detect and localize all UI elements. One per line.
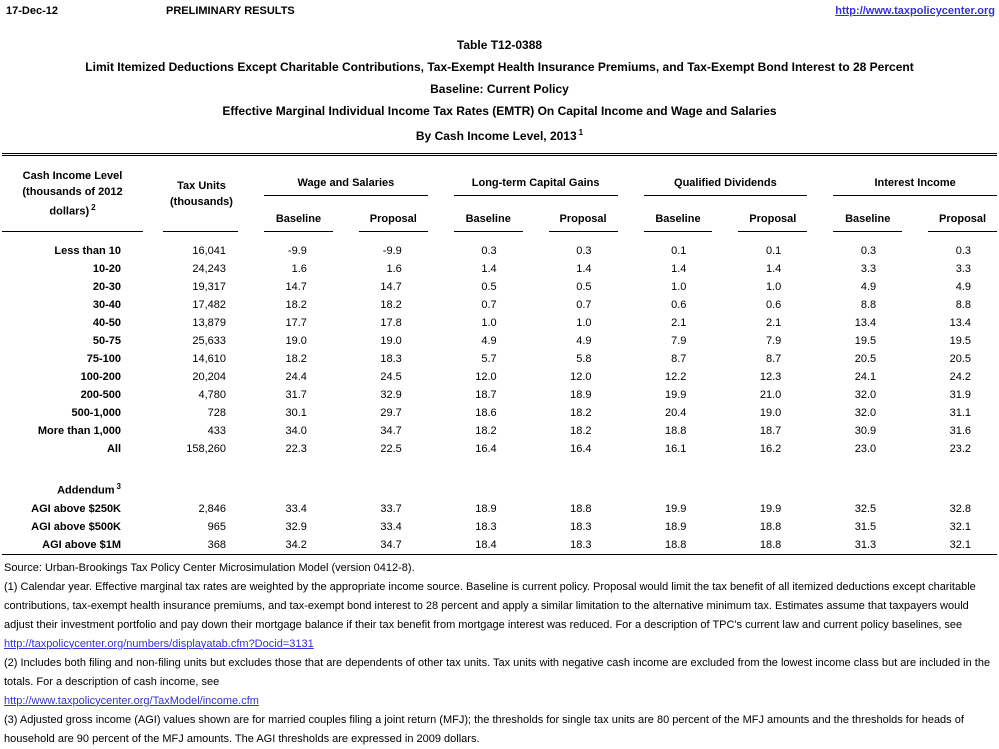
rate-cell: 18.2 (475, 425, 497, 437)
footnote-3: (3) Adjusted gross income (AGI) values shown are for married couples filing a joint return (MFJ); the thresholds for single tax units are 80 percent of the MFJ amounts and the thresholds for heads of household are 90 percent of the MFJ amounts. The AGI thresholds are expressed in 2009 dollars. (4, 713, 964, 745)
rate-cell: 18.3 (570, 520, 592, 533)
rate-cell: 4.9 (860, 281, 877, 293)
row-label: 100-200 (80, 371, 121, 383)
rate-cell: 18.2 (570, 407, 592, 419)
rate-cell: 19.0 (759, 407, 782, 419)
rate-cell: 31.1 (949, 407, 971, 419)
rate-cell: 13.4 (854, 317, 877, 329)
rate-cell: 0.1 (671, 245, 687, 257)
rate-cell: 16.4 (475, 443, 497, 455)
row-label: 50-75 (92, 335, 121, 347)
rate-cell: 21.0 (759, 389, 782, 401)
row-label: AGI above $1M (42, 538, 121, 551)
rate-cell: 23.0 (854, 443, 877, 455)
empty-cell (145, 458, 240, 500)
rate-cell: 32.5 (854, 502, 877, 515)
rate-cell: 8.7 (765, 353, 782, 365)
rate-cell: 14.7 (380, 281, 402, 293)
rate-cell: 18.7 (759, 425, 782, 437)
rate-cell: 33.4 (380, 520, 402, 533)
rate-cell: 31.9 (949, 389, 971, 401)
rate-cell: 19.5 (854, 335, 877, 347)
tax-units-cell: 17,482 (192, 299, 226, 311)
rate-cell: 18.2 (380, 299, 402, 311)
rate-cell: 30.1 (285, 407, 307, 419)
rate-cell: 0.6 (671, 299, 687, 311)
rate-cell: 7.9 (671, 335, 687, 347)
group-header-long-term-capital-gains: Long-term Capital Gains (430, 156, 620, 196)
empty-cell (620, 458, 715, 500)
by-income-level-subtitle: By Cash Income Level, 2013 $^1$ (415, 128, 584, 143)
rate-cell: 3.3 (860, 263, 877, 275)
rate-cell: 33.7 (380, 502, 402, 515)
rate-cell: 24.1 (854, 371, 877, 383)
rate-cell: 20.4 (664, 407, 687, 419)
rate-cell: 0.6 (765, 299, 782, 311)
emtr-subtitle: Effective Marginal Individual Income Tax Rates (EMTR) On Capital Income and Wage and Salaries (222, 104, 777, 118)
footnote-ref-3: 3 (116, 482, 121, 491)
rate-cell: 32.8 (949, 502, 971, 515)
rate-cell: 1.4 (671, 263, 687, 275)
header-tax-units: Tax Units (thousands) (145, 156, 240, 232)
rate-cell: 19.5 (949, 335, 971, 347)
rate-cell: 0.5 (576, 281, 592, 293)
rate-cell: 20.5 (949, 353, 971, 365)
tax-units-cell: 368 (207, 538, 226, 551)
rate-cell: 32.1 (949, 520, 971, 533)
row-label: More than 1,000 (37, 425, 121, 437)
title-block (0, 34, 999, 147)
rate-cell: 22.5 (380, 443, 402, 455)
rate-cell: 34.0 (285, 425, 307, 437)
rate-cell: -9.9 (382, 245, 402, 257)
group-header-qualified-dividends: Qualified Dividends (620, 156, 810, 196)
tax-units-cell: 728 (207, 407, 226, 419)
subheader-ii-baseline: Baseline (809, 196, 904, 232)
rate-cell: 8.8 (955, 299, 971, 311)
subheader-ws-baseline: Baseline (240, 196, 335, 232)
rate-cell: 1.0 (576, 317, 592, 329)
rate-cell: 34.7 (380, 425, 402, 437)
row-label: 75-100 (86, 353, 121, 365)
rate-cell: 4.9 (481, 335, 497, 347)
header-cash-income-level: Cash Income Level (thousands of 2012 dollars) $^2$ (0, 156, 145, 232)
rate-cell: 16.1 (664, 443, 687, 455)
rate-cell: 12.0 (475, 371, 497, 383)
empty-cell (335, 458, 430, 500)
group-header-wage-and-salaries: Wage and Salaries (240, 156, 430, 196)
subheader-ltcg-proposal: Proposal (525, 196, 620, 232)
subheader-qd-proposal: Proposal (714, 196, 809, 232)
table-row (0, 386, 999, 404)
rate-cell: 1.4 (481, 263, 497, 275)
rate-cell: 0.3 (481, 245, 497, 257)
subheader-ltcg-baseline: Baseline (430, 196, 525, 232)
emtr-table (0, 156, 999, 554)
rate-cell: 24.2 (949, 371, 971, 383)
rate-cell: 18.6 (475, 407, 497, 419)
rate-cell: 19.9 (759, 502, 782, 515)
rate-cell: 18.8 (759, 520, 782, 533)
rate-cell: 18.9 (570, 389, 592, 401)
baseline-subtitle: Baseline: Current Policy (430, 82, 569, 96)
table-row (0, 422, 999, 440)
tax-units-cell: 19,317 (192, 281, 226, 293)
rate-cell: 1.6 (291, 263, 307, 275)
row-label: All (106, 443, 121, 455)
tax-units-cell: 965 (207, 520, 226, 533)
preliminary-results-label: PRELIMINARY RESULTS (166, 5, 295, 17)
subheader-qd-baseline: Baseline (620, 196, 715, 232)
rate-cell: 34.2 (285, 538, 307, 551)
row-label: 500-1,000 (71, 407, 121, 419)
rate-cell: 0.1 (765, 245, 782, 257)
displayatab-link[interactable]: http://taxpolicycenter.org/numbers/displayatab.cfm?Docid=3131 (4, 637, 314, 650)
income-definition-link[interactable]: http://www.taxpolicycenter.org/TaxModel/income.cfm (4, 694, 259, 707)
rate-cell: 17.7 (285, 317, 307, 329)
table-row (0, 314, 999, 332)
top-bar (0, 0, 999, 17)
report-date: 17-Dec-12 (6, 5, 58, 17)
table-row (0, 296, 999, 314)
rate-cell: 31.5 (854, 520, 877, 533)
subheader-ii-proposal: Proposal (904, 196, 999, 232)
rate-cell: 31.7 (285, 389, 307, 401)
rate-cell: -9.9 (287, 245, 307, 257)
rate-cell: 19.9 (664, 389, 687, 401)
row-label: 30-40 (92, 299, 121, 311)
rate-cell: 19.0 (285, 335, 307, 347)
rate-cell: 16.4 (570, 443, 592, 455)
table-body (0, 232, 999, 554)
table-row (0, 232, 999, 260)
rate-cell: 18.3 (475, 520, 497, 533)
tax-units-cell: 20,204 (192, 371, 226, 383)
rate-cell: 12.0 (570, 371, 592, 383)
row-label: 200-500 (80, 389, 121, 401)
rate-cell: 18.4 (475, 538, 497, 551)
rate-cell: 16.2 (759, 443, 782, 455)
empty-cell (240, 458, 335, 500)
row-label: 20-30 (92, 281, 121, 293)
empty-cell (525, 458, 620, 500)
rate-cell: 8.7 (671, 353, 687, 365)
table-bottom-rule (2, 554, 997, 555)
table-row (0, 260, 999, 278)
rate-cell: 30.9 (854, 425, 877, 437)
rate-cell: 1.0 (671, 281, 687, 293)
table-row (0, 350, 999, 368)
rate-cell: 3.3 (955, 263, 971, 275)
rate-cell: 18.8 (570, 502, 592, 515)
rate-cell: 12.3 (759, 371, 782, 383)
row-label: 10-20 (92, 263, 121, 275)
rate-cell: 20.5 (854, 353, 877, 365)
footnotes (4, 559, 997, 749)
rate-cell: 13.4 (949, 317, 971, 329)
rate-cell: 18.8 (664, 425, 687, 437)
group-header-interest-income: Interest Income (809, 156, 999, 196)
rate-cell: 0.3 (955, 245, 971, 257)
table-row (0, 404, 999, 422)
rate-cell: 1.4 (576, 263, 592, 275)
rate-cell: 18.3 (570, 538, 592, 551)
rate-cell: 0.7 (576, 299, 592, 311)
empty-cell (809, 458, 904, 500)
rate-cell: 32.9 (285, 520, 307, 533)
rate-cell: 14.7 (285, 281, 307, 293)
row-label: Less than 10 (54, 245, 121, 257)
rate-cell: 23.2 (949, 443, 971, 455)
rate-cell: 1.6 (386, 263, 402, 275)
rate-cell: 33.4 (285, 502, 307, 515)
rate-cell: 34.7 (380, 538, 402, 551)
rate-cell: 4.9 (955, 281, 971, 293)
rate-cell: 0.7 (481, 299, 497, 311)
empty-cell (714, 458, 809, 500)
rate-cell: 1.4 (765, 263, 782, 275)
table-number: Table T12-0388 (456, 38, 543, 52)
rate-cell: 5.7 (481, 353, 497, 365)
rate-cell: 1.0 (765, 281, 782, 293)
rate-cell: 18.2 (285, 299, 307, 311)
rate-cell: 18.9 (475, 502, 497, 515)
rate-cell: 0.3 (576, 245, 592, 257)
rate-cell: 24.4 (285, 371, 307, 383)
rate-cell: 32.9 (380, 389, 402, 401)
table-title: Limit Itemized Deductions Except Charitable Contributions, Tax-Exempt Health Insurance Premiums, and Tax-Exempt Bond Interest to 28 Percent (85, 60, 914, 74)
rate-cell: 18.8 (664, 538, 687, 551)
table-row (0, 278, 999, 296)
rate-cell: 18.2 (570, 425, 592, 437)
tax-units-cell: 25,633 (192, 335, 226, 347)
empty-cell (430, 458, 525, 500)
rate-cell: 0.3 (860, 245, 877, 257)
rate-cell: 31.3 (854, 538, 877, 551)
rate-cell: 8.8 (860, 299, 877, 311)
row-label: AGI above $250K (31, 502, 121, 515)
tax-units-cell: 4,780 (198, 389, 226, 401)
rate-cell: 32.0 (854, 389, 877, 401)
table-row (0, 500, 999, 518)
empty-cell (904, 458, 999, 500)
rate-cell: 18.8 (759, 538, 782, 551)
subheader-ws-proposal: Proposal (335, 196, 430, 232)
rate-cell: 0.5 (481, 281, 497, 293)
rate-cell: 29.7 (380, 407, 402, 419)
table-row (0, 536, 999, 554)
tax-units-cell: 433 (207, 425, 226, 437)
tax-units-cell: 13,879 (192, 317, 226, 329)
table-row (0, 368, 999, 386)
rate-cell: 18.9 (664, 520, 687, 533)
footnote-1: (1) Calendar year. Effective marginal tax rates are weighted by the appropriate income source. Baseline is current policy. Proposal would limit the tax benefit of all itemized deductions except charitable contributions, tax-exempt health insurance premiums, and tax-exempt bond interest to 28 percent and apply a similar limitation to the alternative minimum tax. Estimates assume that taxpayers would adjust their investment portfolio and pay down their mortgage balance if their tax benefit from mortgage interest was reduced. For a description of TPC's current law and current policy baselines, see (4, 580, 976, 631)
table-row (0, 332, 999, 350)
rate-cell: 22.3 (285, 443, 307, 455)
rate-cell: 18.7 (475, 389, 497, 401)
rate-cell: 5.8 (576, 353, 592, 365)
rate-cell: 19.0 (380, 335, 402, 347)
footnote-ref-2: 2 (91, 202, 96, 212)
rate-cell: 18.2 (285, 353, 307, 365)
tax-units-cell: 2,846 (198, 502, 226, 515)
rate-cell: 32.1 (949, 538, 971, 551)
table-row (0, 518, 999, 536)
rate-cell: 1.0 (481, 317, 497, 329)
rate-cell: 2.1 (671, 317, 687, 329)
rate-cell: 18.3 (380, 353, 402, 365)
addendum-label: Addendum $^3$ (57, 482, 121, 497)
rate-cell: 32.0 (854, 407, 877, 419)
rate-cell: 2.1 (765, 317, 782, 329)
rate-cell: 31.6 (949, 425, 971, 437)
tax-units-cell: 16,041 (192, 245, 226, 257)
row-label: 40-50 (92, 317, 121, 329)
footnote-2: (2) Includes both filing and non-filing units but excludes those that are dependents of other tax units. Tax units with negative cash income are excluded from the lowest income class but are included in the totals. For a description of cash income, see (4, 656, 991, 688)
tax-units-cell: 158,260 (186, 443, 226, 455)
tax-units-cell: 14,610 (192, 353, 226, 365)
rate-cell: 12.2 (664, 371, 687, 383)
table-row (0, 440, 999, 458)
rate-cell: 7.9 (765, 335, 782, 347)
addendum-heading-row (0, 458, 999, 500)
row-label: AGI above $500K (31, 520, 121, 533)
source-note: Source: Urban-Brookings Tax Policy Center Microsimulation Model (version 0412-8). (4, 561, 415, 574)
footnote-ref-1: 1 (578, 128, 584, 137)
taxpolicycenter-link[interactable]: http://www.taxpolicycenter.org (835, 5, 995, 17)
rate-cell: 19.9 (664, 502, 687, 515)
rate-cell: 4.9 (576, 335, 592, 347)
rate-cell: 17.8 (380, 317, 402, 329)
tax-units-cell: 24,243 (192, 263, 226, 275)
rate-cell: 24.5 (380, 371, 402, 383)
